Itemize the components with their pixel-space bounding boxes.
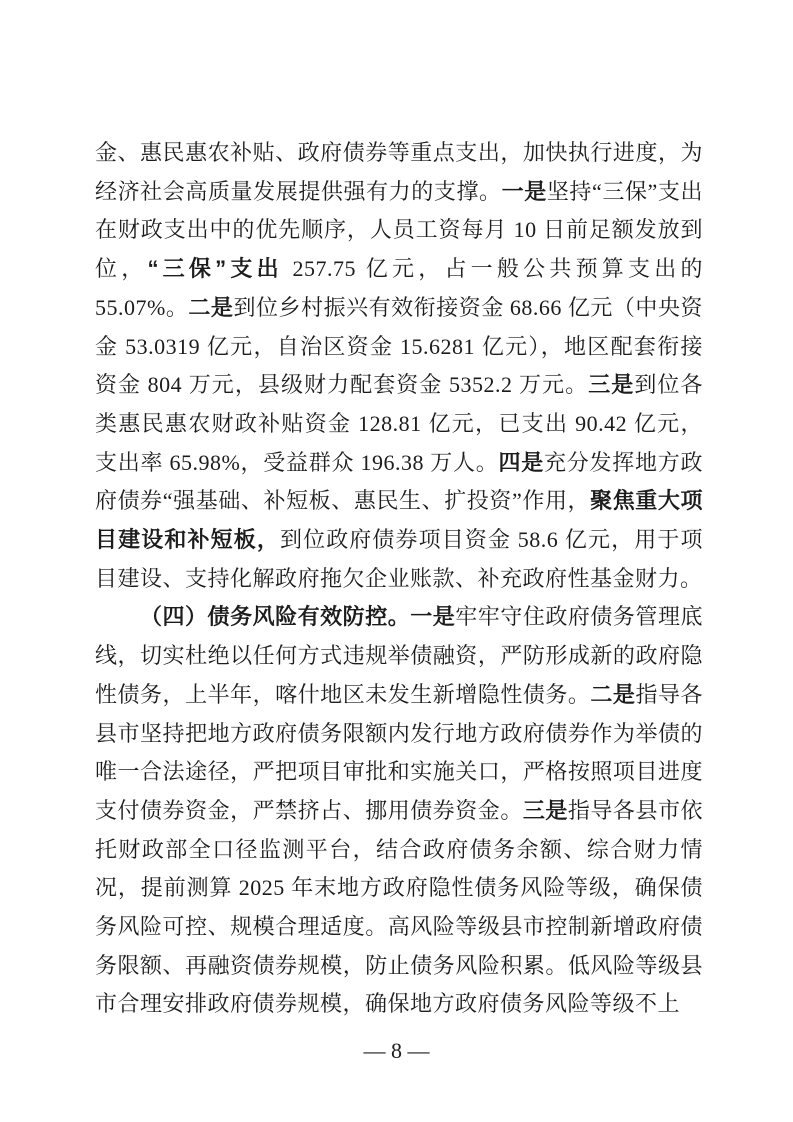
bold-text-run: 聚焦重大项目建设和补短板， <box>95 488 703 553</box>
text-run: 金、惠民惠农补贴、政府债券等重点支出，加快执行进度，为经济社会高质量发展提供强有力的支撑。 <box>95 140 703 204</box>
text-run: 充分发挥地方政府债券“强基础、补短板、惠民生、扩投资”作用， <box>95 449 703 514</box>
bold-text-run: 三是 <box>588 372 635 398</box>
bold-text-run: 二是 <box>590 681 636 707</box>
bold-text-run: 一是 <box>410 604 456 630</box>
bold-text-run: 一是 <box>501 178 547 204</box>
bold-text-run: 二是 <box>188 294 234 320</box>
page-number: — 8 — <box>363 1038 430 1063</box>
text-run: 指导各县市依托财政部全口径监测平台，结合政府债务余额、综合财力情况，提前测算 2025 年末地方政府隐性债务风险等级，确保债务风险可控、规模合理适度。高风险等级县市控制新增政府债务限额、再融资债券规模，防止债务风险积累。低风险等级县市合理安排政府债券规模，确保地方政府债务风险等级不上 <box>95 797 703 1017</box>
text-run: 坚持“三保”支出在财政支出中的优先顺序，人员工资每月 10 日前足额发放到位， <box>95 178 703 282</box>
text-run: 到位各类惠民惠农财政补贴资金 128.81 亿元，已支出 90.42 亿元，支出率 65.98%，受益群众 196.38 万人。 <box>95 372 703 475</box>
paragraph <box>95 598 703 1024</box>
text-run: 257.75 亿元，占一般公共预算支出的 55.07%。 <box>95 256 703 320</box>
bold-text-run: （四）债务风险有效防控。 <box>140 604 411 630</box>
paragraph <box>95 134 703 598</box>
document-body <box>95 134 703 1024</box>
bold-text-run: “三保”支出 <box>147 256 283 282</box>
text-run: 到位政府债券项目资金 58.6 亿元，用于项目建设、支持化解政府拖欠企业账款、补充政府性基金财力。 <box>95 527 703 591</box>
bold-text-run: 三是 <box>522 797 568 823</box>
bold-text-run: 四是 <box>498 449 545 475</box>
text-run: 到位乡村振兴有效衔接资金 68.66 亿元（中央资金 53.0319 亿元，自治区资金 15.6281 亿元），地区配套衔接资金 804 万元，县级财力配套资金 5352.2 万元。 <box>95 294 703 398</box>
text-run: 牢牢守住政府债务管理底线，切实杜绝以任何方式违规举债融资，严防形成新的政府隐性债务，上半年，喀什地区未发生新增隐性债务。 <box>95 604 703 707</box>
text-run: 指导各县市坚持把地方政府债务限额内发行地方政府债券作为举债的唯一合法途径，严把项目审批和实施关口，严格按照项目进度支付债券资金，严禁挤占、挪用债券资金。 <box>95 681 703 823</box>
